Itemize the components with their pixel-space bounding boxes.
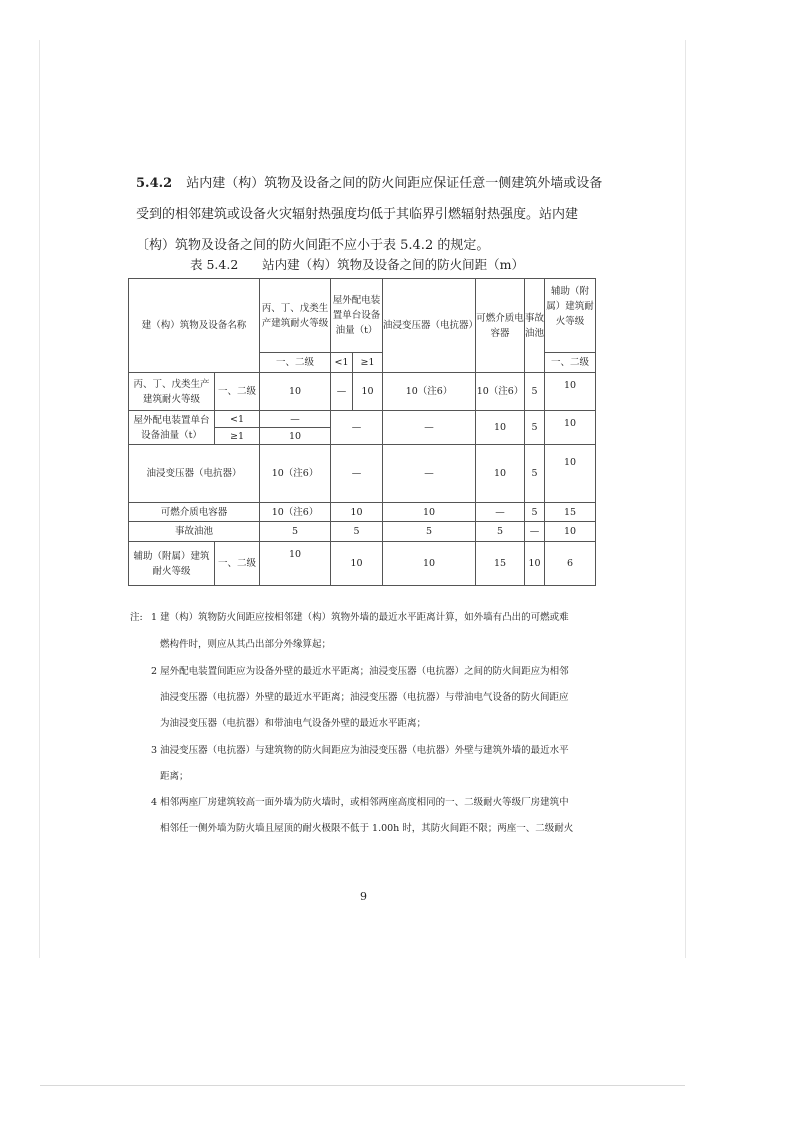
cell: — bbox=[476, 503, 525, 522]
cell: 10（注6） bbox=[476, 373, 525, 411]
cell: 5 bbox=[383, 522, 476, 542]
cell: 10 bbox=[545, 445, 596, 503]
row-sub: <1 bbox=[215, 411, 260, 428]
cell: 15 bbox=[545, 503, 596, 522]
cell: — bbox=[260, 411, 331, 428]
section-number: 5.4.2 bbox=[136, 176, 173, 191]
page-bottom-rule bbox=[40, 1085, 685, 1086]
header-name-col: 建（构）筑物及设备名称 bbox=[129, 279, 260, 373]
table-row bbox=[129, 411, 596, 428]
cell: — bbox=[331, 373, 353, 411]
header-outdoor: 屋外配电装置单台设备油量（t） bbox=[331, 279, 383, 353]
cell: 5 bbox=[260, 522, 331, 542]
table-row bbox=[129, 445, 596, 503]
note-line: 燃构件时，则应从其凸出部分外缘算起； bbox=[160, 639, 332, 650]
cell: 10 bbox=[331, 503, 383, 522]
cell: 10 bbox=[353, 373, 383, 411]
cell: 10 bbox=[545, 411, 596, 445]
note-line: 1 建（构）筑物防火间距应按相邻建（构）筑物外墙的最近水平距离计算，如外墙有凸出的可燃或难 bbox=[151, 612, 569, 623]
notes-label: 注: bbox=[130, 612, 143, 623]
row-name: 事故油池 bbox=[129, 522, 260, 542]
cell: — bbox=[383, 445, 476, 503]
cell: 10（注6） bbox=[260, 503, 331, 522]
cell: 10 bbox=[260, 542, 331, 586]
header-pool: 事故油池 bbox=[525, 279, 545, 373]
note-line: 为油浸变压器（电抗器）和带油电气设备外壁的最近水平距离； bbox=[160, 718, 427, 729]
cell: 10（注6） bbox=[260, 445, 331, 503]
row-name: 丙、丁、戊类生产建筑耐火等级 bbox=[129, 373, 215, 411]
page-number: 9 bbox=[360, 890, 367, 903]
section-paragraph bbox=[136, 168, 606, 261]
cell: 10 bbox=[383, 542, 476, 586]
cell: 5 bbox=[331, 522, 383, 542]
cell: 5 bbox=[525, 373, 545, 411]
row-name: 可燃介质电容器 bbox=[129, 503, 260, 522]
page-margin-left bbox=[39, 40, 40, 958]
cell: 10（注6） bbox=[383, 373, 476, 411]
cell: 5 bbox=[525, 503, 545, 522]
page-margin-right bbox=[685, 40, 686, 958]
cell: 6 bbox=[545, 542, 596, 586]
header-aux-grade12: 一、二级 bbox=[545, 353, 596, 373]
note-line: 相邻任一侧外墙为防火墙且屋顶的耐火极限不低于 1.00h 时，其防火间距不限；两座一、二级耐火 bbox=[160, 823, 574, 834]
table-caption-number: 表 5.4.2 bbox=[190, 257, 239, 272]
header-ge1: ≥1 bbox=[353, 353, 383, 373]
row-name: 辅助（附属）建筑耐火等级 bbox=[129, 542, 215, 586]
cell: 10 bbox=[331, 542, 383, 586]
table-caption bbox=[190, 255, 524, 273]
cell: 10 bbox=[383, 503, 476, 522]
cell: 10 bbox=[545, 373, 596, 411]
cell: — bbox=[331, 411, 383, 445]
section-text: 站内建（构）筑物及设备之间的防火间距应保证任意一侧建筑外墙或设备受到的相邻建筑或设备火灾辐射热强度均低于其临界引燃辐射热强度。站内建〔构）筑物及设备之间的防火间距不应小于表 5.4.2 的规定。 bbox=[136, 176, 603, 253]
note-line: 距离； bbox=[160, 771, 189, 782]
table-row bbox=[129, 503, 596, 522]
row-name: 油浸变压器（电抗器） bbox=[129, 445, 260, 503]
header-capacitor: 可燃介质电容器 bbox=[476, 279, 525, 373]
cell: 10 bbox=[525, 542, 545, 586]
cell: — bbox=[383, 411, 476, 445]
cell: 15 bbox=[476, 542, 525, 586]
fire-distance-table bbox=[128, 278, 596, 586]
table-row bbox=[129, 542, 596, 586]
cell: 5 bbox=[525, 445, 545, 503]
header-oil-transformer: 油浸变压器（电抗器） bbox=[383, 279, 476, 373]
cell: 10 bbox=[260, 373, 331, 411]
table-row bbox=[129, 522, 596, 542]
row-sub: 一、二级 bbox=[215, 542, 260, 586]
cell: 5 bbox=[525, 411, 545, 445]
header-lt1: <1 bbox=[331, 353, 353, 373]
header-grade12: 一、二级 bbox=[260, 353, 331, 373]
cell: 10 bbox=[545, 522, 596, 542]
cell: 10 bbox=[476, 411, 525, 445]
row-sub: 一、二级 bbox=[215, 373, 260, 411]
cell: 10 bbox=[476, 445, 525, 503]
cell: 10 bbox=[260, 428, 331, 445]
note-line: 油浸变压器（电抗器）外壁的最近水平距离；油浸变压器（电抗器）与带油电气设备的防火间距应 bbox=[160, 692, 569, 703]
note-line: 3 油浸变压器（电抗器）与建筑物的防火间距应为油浸变压器（电抗器）外壁与建筑外墙的最近水平 bbox=[151, 745, 569, 756]
cell: 5 bbox=[476, 522, 525, 542]
cell: — bbox=[525, 522, 545, 542]
table-row bbox=[129, 373, 596, 411]
note-line: 2 屋外配电装置间距应为设备外壁的最近水平距离；油浸变压器（电抗器）之间的防火间距应为相邻 bbox=[151, 666, 569, 677]
row-sub: ≥1 bbox=[215, 428, 260, 445]
header-aux: 辅助（附属）建筑耐火等级 bbox=[545, 279, 596, 353]
cell: — bbox=[331, 445, 383, 503]
header-bingding: 丙、丁、戊类生产建筑耐火等级 bbox=[260, 279, 331, 353]
table-caption-title: 站内建（构）筑物及设备之间的防火间距（m） bbox=[262, 257, 524, 272]
row-name: 屋外配电装置单台设备油量（t） bbox=[129, 411, 215, 445]
note-line: 4 相邻两座厂房建筑较高一面外墙为防火墙时，或相邻两座高度相同的一、二级耐火等级厂房建筑中 bbox=[151, 797, 569, 808]
